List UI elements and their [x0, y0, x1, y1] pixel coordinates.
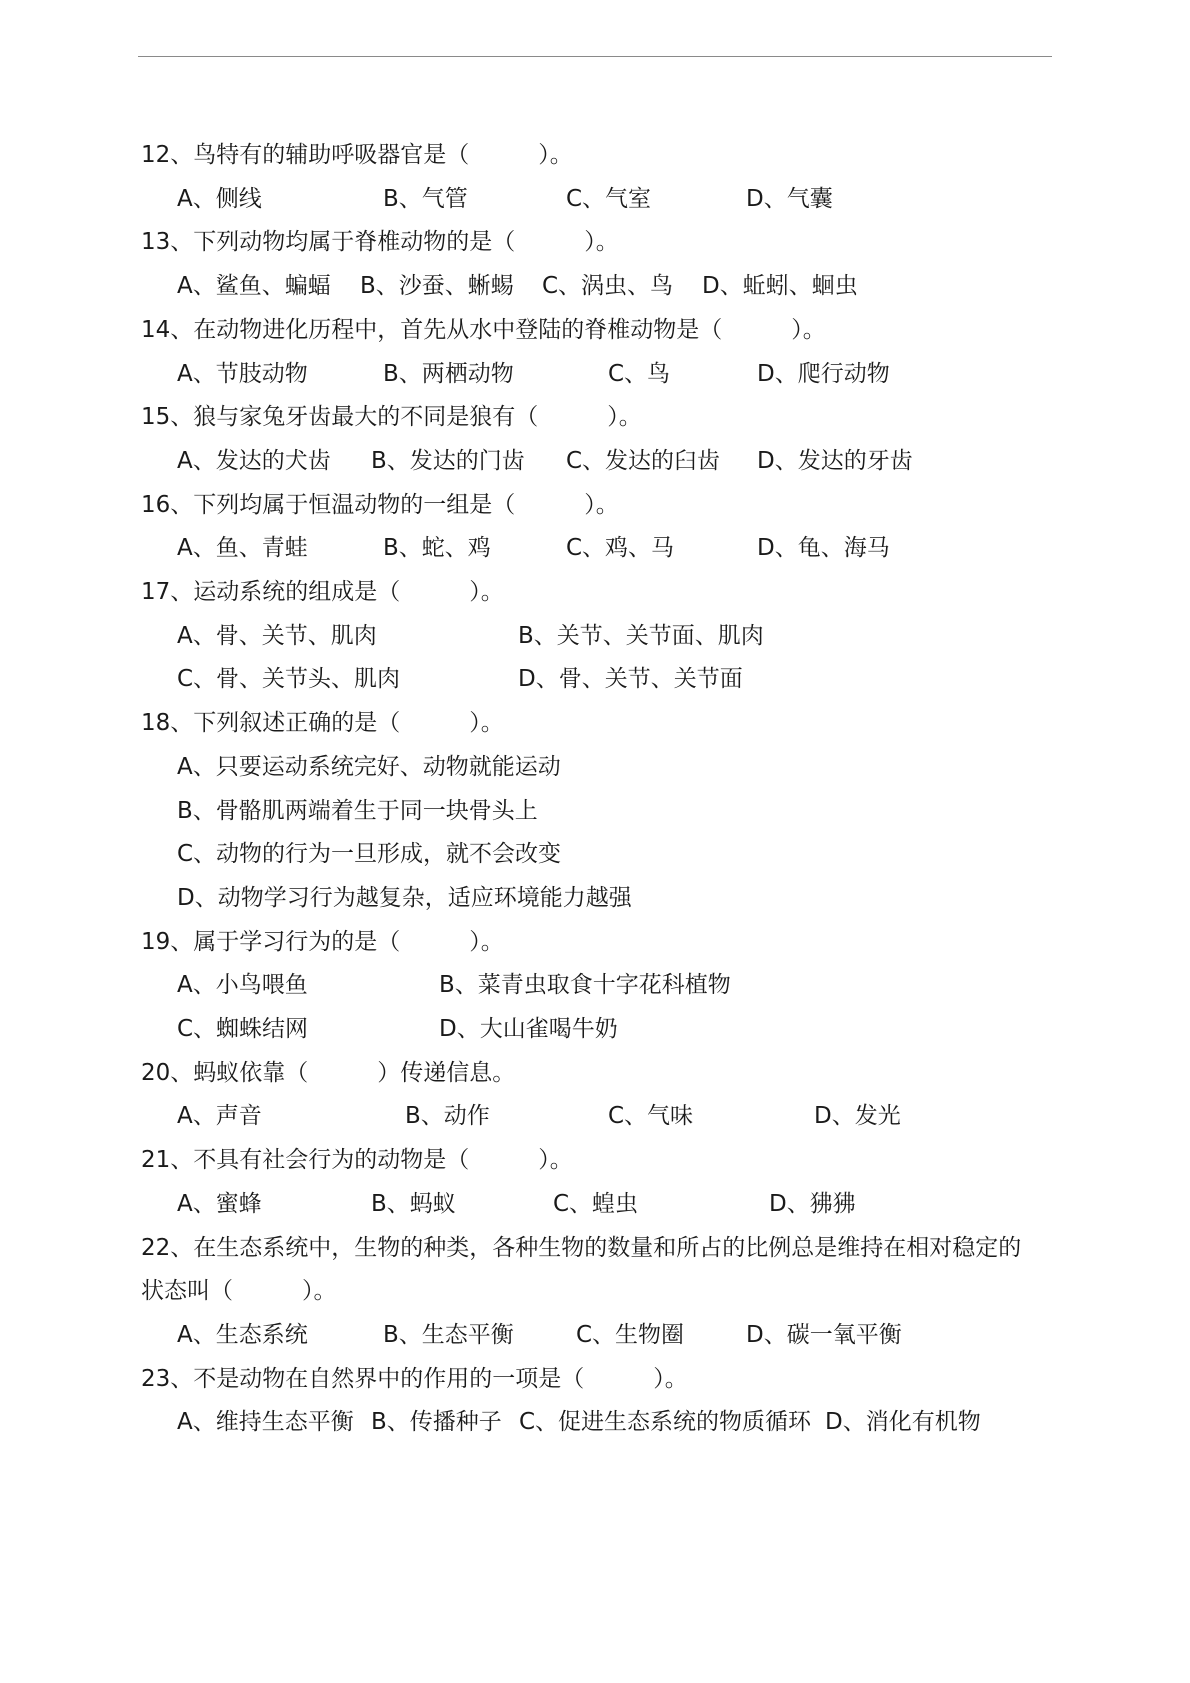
question-19-options-row — [177, 1014, 1077, 1044]
question-17-option-d: D、骨、关节、关节面 — [518, 666, 743, 693]
question-21-option-b: B、蚂蚁 — [371, 1190, 456, 1217]
question-22-option-b: B、生态平衡 — [383, 1321, 514, 1348]
question-20-option-d: D、发光 — [814, 1103, 901, 1130]
question-13-option-c: C、涡虫、鸟 — [542, 273, 674, 300]
question-15-stem: 15、狼与家兔牙齿最大的不同是狼有（ ）。 — [141, 404, 642, 431]
question-23-stem: 23、不是动物在自然界中的作用的一项是（ ）。 — [141, 1365, 688, 1392]
question-13-options-row — [177, 271, 1077, 301]
question-19-options-row — [177, 970, 1077, 1000]
question-23-options-row — [177, 1407, 1077, 1437]
question-17-options-row — [177, 621, 1077, 651]
question-14-option-c: C、鸟 — [608, 360, 671, 387]
question-16-option-b: B、蛇、鸡 — [383, 535, 491, 562]
question-20-stem: 20、蚂蚁依靠（ ）传递信息。 — [141, 1059, 516, 1086]
question-19-option-a: A、小鸟喂鱼 — [177, 972, 308, 999]
question-14-option-d: D、爬行动物 — [757, 360, 890, 387]
question-12-option-b: B、气管 — [383, 185, 468, 212]
question-20-option-b: B、动作 — [405, 1103, 490, 1130]
question-21-option-c: C、蝗虫 — [553, 1190, 639, 1217]
header-rule — [138, 56, 1052, 57]
question-18-options-row — [177, 752, 1077, 782]
question-18-option-c: C、动物的行为一旦形成，就不会改变 — [177, 841, 562, 868]
question-16-option-a: A、鱼、青蛙 — [177, 535, 308, 562]
question-22-option-a: A、生态系统 — [177, 1321, 308, 1348]
question-14-option-a: A、节肢动物 — [177, 360, 308, 387]
question-16-stem: 16、下列均属于恒温动物的一组是（ ）。 — [141, 491, 619, 518]
question-22-options-row — [177, 1320, 1077, 1350]
question-18-option-d: D、动物学习行为越复杂，适应环境能力越强 — [177, 884, 632, 911]
question-20-option-a: A、声音 — [177, 1103, 262, 1130]
question-12-option-d: D、气囊 — [746, 185, 833, 212]
question-14-stem: 14、在动物进化历程中，首先从水中登陆的脊椎动物是（ ）。 — [141, 316, 826, 343]
question-16-options-row — [177, 533, 1077, 563]
question-16-option-c: C、鸡、马 — [566, 535, 675, 562]
question-22-stem-continuation: 状态叫（ ）。 — [141, 1278, 337, 1305]
question-19-option-c: C、蜘蛛结网 — [177, 1016, 309, 1042]
question-21-options-row — [177, 1189, 1077, 1219]
question-13-option-b: B、沙蚕、蜥蜴 — [360, 273, 514, 300]
question-18-options-row — [177, 883, 1077, 913]
question-12-option-a: A、侧线 — [177, 185, 262, 212]
question-23-option-d: D、消化有机物 — [825, 1409, 981, 1436]
question-18-option-a: A、只要运动系统完好、动物就能运动 — [177, 753, 561, 780]
question-13-option-d: D、蚯蚓、蛔虫 — [702, 273, 858, 300]
question-18-option-b: B、骨骼肌两端着生于同一块骨头上 — [177, 797, 538, 824]
question-14-option-b: B、两栖动物 — [383, 360, 514, 387]
question-15-option-b: B、发达的门齿 — [371, 447, 525, 474]
question-17-stem: 17、运动系统的组成是（ ）。 — [141, 579, 504, 605]
question-19-option-b: B、菜青虫取食十字花科植物 — [439, 972, 731, 999]
question-18-options-row — [177, 796, 1077, 826]
question-14-options-row — [177, 359, 1077, 389]
question-15-option-a: A、发达的犬齿 — [177, 447, 331, 474]
question-21-option-a: A、蜜蜂 — [177, 1190, 262, 1217]
question-15-options-row — [177, 446, 1077, 476]
question-20-option-c: C、气味 — [608, 1103, 694, 1130]
question-12-option-c: C、气室 — [566, 185, 652, 212]
question-23-option-b: B、传播种子 — [371, 1409, 502, 1436]
question-13-stem: 13、下列动物均属于脊椎动物的是（ ）。 — [141, 229, 619, 256]
question-16-option-d: D、龟、海马 — [757, 535, 890, 562]
question-15-option-d: D、发达的牙齿 — [757, 447, 913, 474]
question-20-options-row — [177, 1101, 1077, 1131]
question-17-option-a: A、骨、关节、肌肉 — [177, 622, 377, 649]
question-17-option-c: C、骨、关节头、肌肉 — [177, 666, 401, 693]
question-13-option-a: A、鲨鱼、蝙蝠 — [177, 273, 331, 300]
question-15-option-c: C、发达的臼齿 — [566, 447, 721, 474]
question-17-option-b: B、关节、关节面、肌肉 — [518, 622, 764, 649]
question-12-stem: 12、鸟特有的辅助呼吸器官是（ ）。 — [141, 142, 573, 168]
question-23-option-c: C、促进生态系统的物质循环 — [519, 1409, 812, 1436]
question-22-option-d: D、碳一氧平衡 — [746, 1321, 902, 1348]
question-23-option-a: A、维持生态平衡 — [177, 1409, 354, 1436]
question-21-stem: 21、不具有社会行为的动物是（ ）。 — [141, 1147, 573, 1174]
question-21-option-d: D、狒狒 — [769, 1190, 856, 1217]
question-22-stem: 22、在生态系统中，生物的种类，各种生物的数量和所占的比例总是维持在相对稳定的 — [141, 1234, 1022, 1261]
question-17-options-row — [177, 664, 1077, 694]
question-12-options-row — [177, 184, 1077, 214]
question-18-stem: 18、下列叙述正确的是（ ）。 — [141, 710, 504, 737]
question-18-options-row — [177, 839, 1077, 869]
question-22-option-c: C、生物圈 — [576, 1321, 685, 1348]
question-19-option-d: D、大山雀喝牛奶 — [439, 1016, 618, 1042]
question-19-stem: 19、属于学习行为的是（ ）。 — [141, 928, 504, 955]
